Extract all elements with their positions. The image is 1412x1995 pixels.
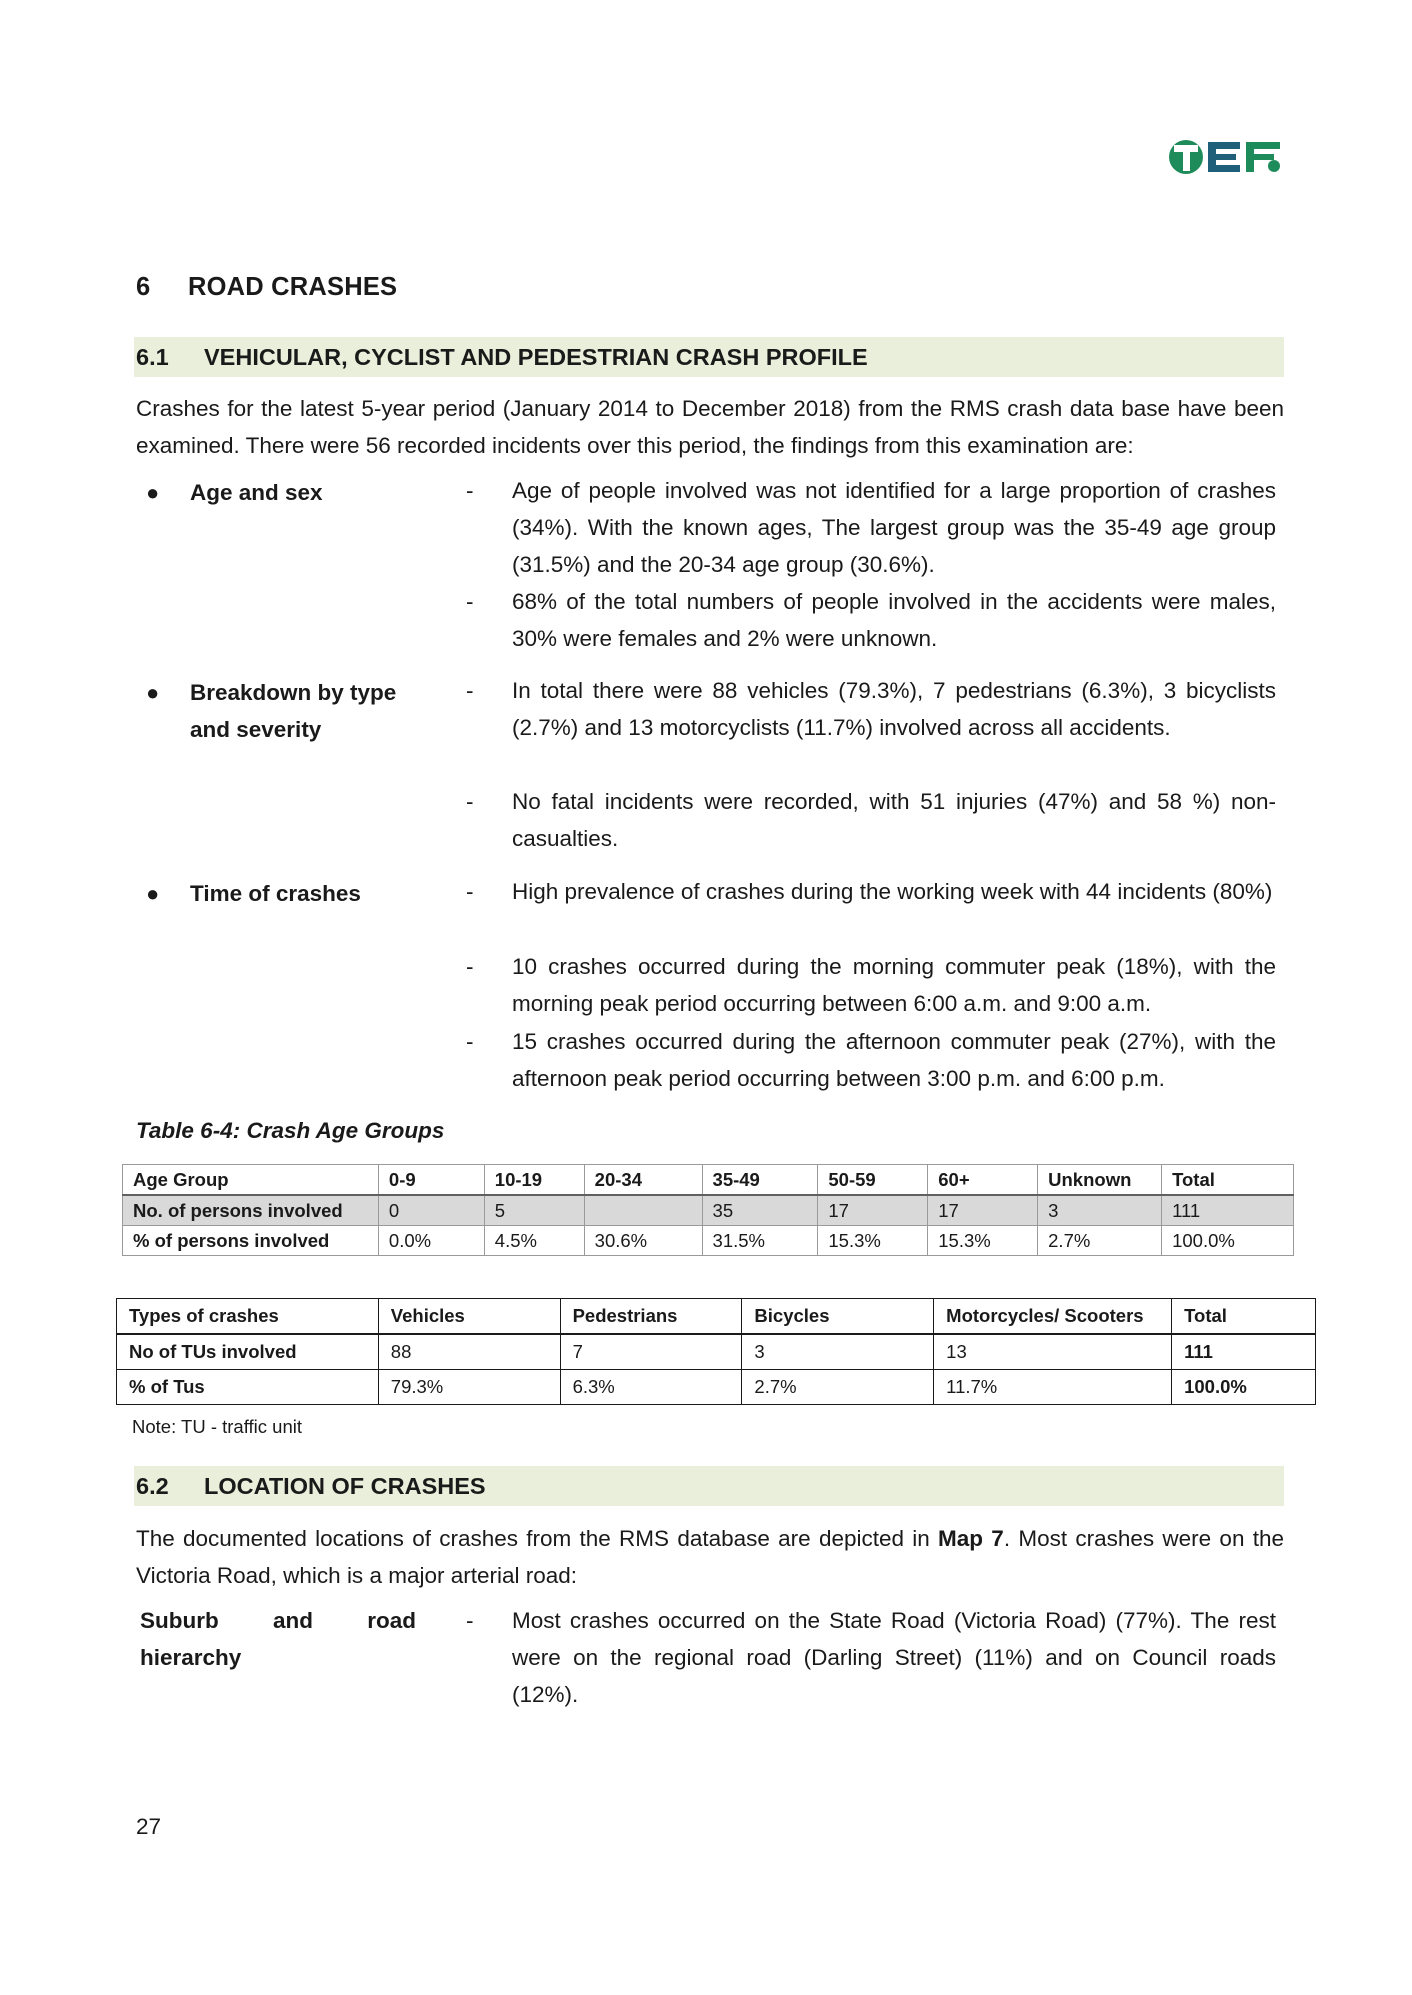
- dash-icon: -: [466, 879, 474, 904]
- table-row-header: % of persons involved: [123, 1226, 379, 1256]
- dash-icon: -: [466, 678, 474, 703]
- hierarchy-item: - Most crashes occurred on the State Road (Victoria Road) (77%). The rest were on the regional road (Darling Street) (11%) and on Council roads (12%).: [466, 1602, 1276, 1713]
- hierarchy-label: Suburb and road: [140, 1608, 416, 1633]
- table-cell: 35: [702, 1195, 818, 1226]
- section-heading: [136, 273, 397, 302]
- subsection-heading-6-2: [134, 1466, 1284, 1506]
- table-cell: 15.3%: [818, 1226, 928, 1256]
- finding-label-time: ● Time of crashes: [146, 875, 446, 912]
- table-cell: 11.7%: [934, 1370, 1172, 1405]
- table-cell: 13: [934, 1334, 1172, 1370]
- page-number: 27: [136, 1814, 162, 1839]
- table-header-cell: Unknown: [1038, 1165, 1162, 1196]
- section-title: ROAD CRASHES: [188, 273, 398, 301]
- section-number: 6: [136, 273, 151, 301]
- subsection-title: VEHICULAR, CYCLIST AND PEDESTRIAN CRASH PROFILE: [204, 344, 868, 370]
- dash-icon: -: [466, 789, 474, 814]
- table-header-cell: Age Group: [123, 1165, 379, 1196]
- table-header-cell: Types of crashes: [117, 1299, 379, 1335]
- dash-icon: -: [466, 1608, 474, 1633]
- table-note: Note: TU - traffic unit: [132, 1416, 302, 1437]
- dash-icon: -: [466, 1029, 474, 1054]
- table-header-cell: Vehicles: [378, 1299, 560, 1335]
- table-row: [123, 1226, 1294, 1256]
- table-cell: 111: [1172, 1334, 1316, 1370]
- table-cell: 100.0%: [1172, 1370, 1316, 1405]
- table-header-cell: 50-59: [818, 1165, 928, 1196]
- table-cell: 17: [928, 1195, 1038, 1226]
- finding-item: - 10 crashes occurred during the morning commuter peak (18%), with the morning peak period occurring between 6:00 a.m. and 9:00 a.m.: [466, 948, 1276, 1022]
- table-header-row: [123, 1165, 1294, 1196]
- table-cell: 2.7%: [742, 1370, 934, 1405]
- table-row: [123, 1195, 1294, 1226]
- table-header-cell: Motorcycles/ Scooters: [934, 1299, 1172, 1335]
- dash-icon: -: [466, 954, 474, 979]
- table-cell: 4.5%: [484, 1226, 584, 1256]
- crash-age-groups-table: [122, 1164, 1294, 1256]
- finding-item: - 68% of the total numbers of people involved in the accidents were males, 30% were females and 2% were unknown.: [466, 583, 1276, 657]
- tef-logo: [1168, 136, 1286, 178]
- intro-paragraph: Crashes for the latest 5-year period (January 2014 to December 2018) from the RMS crash data base have been examined. There were 56 recorded incidents over this period, the findings from this examination are:: [136, 396, 1284, 458]
- table-cell: 5: [484, 1195, 584, 1226]
- finding-item: - No fatal incidents were recorded, with 51 injuries (47%) and 58 %) non-casualties.: [466, 783, 1276, 857]
- table-cell: 7: [560, 1334, 742, 1370]
- crash-types-table: [116, 1298, 1316, 1405]
- table-cell: 0.0%: [378, 1226, 484, 1256]
- table-cell: 6.3%: [560, 1370, 742, 1405]
- finding-label-age-sex: ● Age and sex: [146, 474, 446, 511]
- finding-item: - 15 crashes occurred during the afternoon commuter peak (27%), with the afternoon peak period occurring between 3:00 p.m. and 6:00 p.m.: [466, 1023, 1276, 1097]
- table-cell: 111: [1162, 1195, 1294, 1226]
- table-row: [117, 1334, 1316, 1370]
- table-cell: 2.7%: [1038, 1226, 1162, 1256]
- table-header-cell: 35-49: [702, 1165, 818, 1196]
- table-header-cell: Pedestrians: [560, 1299, 742, 1335]
- table-header-cell: Total: [1162, 1165, 1294, 1196]
- table-header-cell: 10-19: [484, 1165, 584, 1196]
- bullet-icon: ●: [146, 881, 160, 906]
- finding-label-breakdown: ● Breakdown by type and severity: [146, 674, 446, 748]
- table-row: [117, 1370, 1316, 1405]
- table-row-header: No of TUs involved: [117, 1334, 379, 1370]
- table-row-header: % of Tus: [117, 1370, 379, 1405]
- table-caption: Table 6-4: Crash Age Groups: [136, 1118, 445, 1143]
- table-cell: 31.5%: [702, 1226, 818, 1256]
- bullet-icon: ●: [146, 680, 160, 705]
- map-reference: Map 7: [938, 1526, 1004, 1551]
- table-cell: [584, 1195, 702, 1226]
- subsection-title: LOCATION OF CRASHES: [204, 1473, 486, 1499]
- table-header-cell: Total: [1172, 1299, 1316, 1335]
- finding-item: - Age of people involved was not identified for a large proportion of crashes (34%). With the known ages, The largest group was the 35-49 age group (31.5%) and the 20-34 age group (30.6%).: [466, 472, 1276, 583]
- table-row-header: No. of persons involved: [123, 1195, 379, 1226]
- table-cell: 3: [742, 1334, 934, 1370]
- dash-icon: -: [466, 589, 474, 614]
- table-header-row: [117, 1299, 1316, 1335]
- table-cell: 88: [378, 1334, 560, 1370]
- table-header-cell: Bicycles: [742, 1299, 934, 1335]
- table-cell: 79.3%: [378, 1370, 560, 1405]
- table-cell: 15.3%: [928, 1226, 1038, 1256]
- dash-icon: -: [466, 478, 474, 503]
- table-cell: 30.6%: [584, 1226, 702, 1256]
- bullet-icon: ●: [146, 480, 160, 505]
- table-header-cell: 0-9: [378, 1165, 484, 1196]
- table-cell: 100.0%: [1162, 1226, 1294, 1256]
- subsection-number: 6.2: [136, 1473, 169, 1499]
- subsection-number: 6.1: [136, 344, 169, 370]
- table-cell: 17: [818, 1195, 928, 1226]
- table-header-cell: 60+: [928, 1165, 1038, 1196]
- table-cell: 0: [378, 1195, 484, 1226]
- finding-item: - High prevalence of crashes during the working week with 44 incidents (80%): [466, 873, 1276, 910]
- table-cell: 3: [1038, 1195, 1162, 1226]
- finding-item: - In total there were 88 vehicles (79.3%), 7 pedestrians (6.3%), 3 bicyclists (2.7%) and 13 motorcyclists (11.7%) involved across all accidents.: [466, 672, 1276, 746]
- hierarchy-label-cont: hierarchy: [140, 1645, 242, 1670]
- subsection-heading-6-1: [134, 337, 1284, 377]
- location-paragraph: The documented locations of crashes from the RMS database are depicted in Map 7. Most crashes were on the Victoria Road, which is a major arterial road:: [136, 1526, 1284, 1588]
- table-header-cell: 20-34: [584, 1165, 702, 1196]
